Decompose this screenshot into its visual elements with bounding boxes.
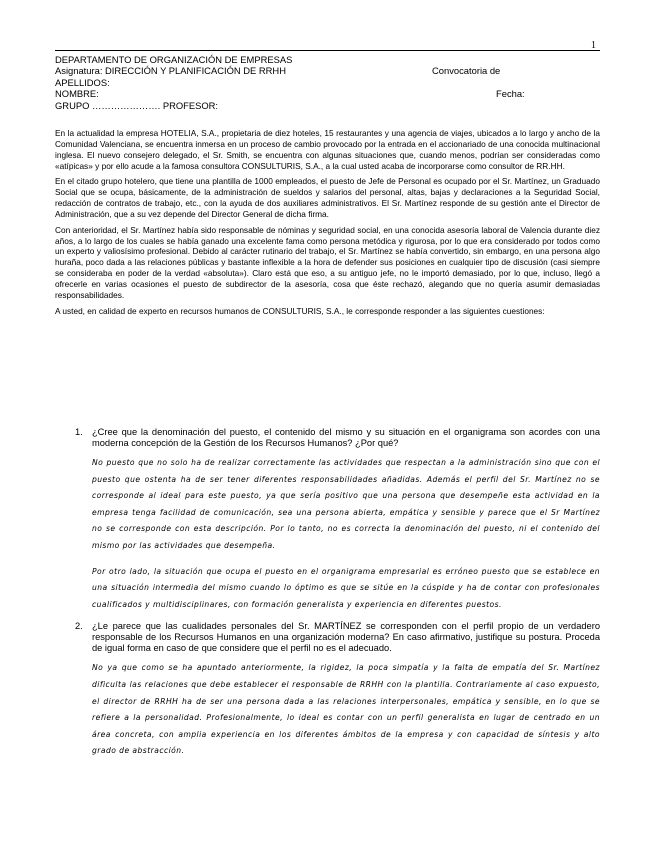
department-label: DEPARTAMENTO DE ORGANIZACIÓN DE EMPRESAS bbox=[55, 54, 293, 65]
question-list bbox=[55, 427, 600, 768]
question-item bbox=[55, 427, 600, 613]
subject-row bbox=[55, 65, 600, 76]
name-row bbox=[55, 88, 600, 99]
question-number: 2. bbox=[75, 621, 83, 632]
name-label: NOMBRE: bbox=[55, 88, 99, 100]
group-label: GRUPO …………………. PROFESOR: bbox=[55, 99, 219, 111]
surnames-row bbox=[55, 77, 600, 88]
answer-paragraph: No ya que como se ha apuntado anteriormente, la rigidez, la poca simpatía y la falta de empatía del Sr. Martínez dificulta las relaciones que debe establecer el responsable de RRHH con la plantilla. Contrariamente al caso expuesto, el director de RRHH ha de ser una persona dada a las relaciones interpersonales, empática y sensible, en lo que se refiere a la personalidad. Profesionalmente, lo ideal es contar con un perfil generalista en lugar de centrado en un área concreta, con amplia experiencia en los diferentes ámbitos de la empresa y con capacidad de síntesis y alto grado de abstracción. bbox=[92, 663, 600, 756]
question-item bbox=[55, 621, 600, 760]
answer-paragraph: No puesto que no solo ha de realizar correctamente las actividades que respectan a la administración sino que con el puesto que ostenta ha de ser tener diferentes responsabilidades añadidas. Además el perfil del Sr. Martínez no se corresponde al ideal para este puesto, ya que sería positivo que una persona que desempeñe esta actividad en la empresa tenga facilidad de comunicación, sea una persona abierta, empática y sensible y parece que el Sr Martínez no se corresponde con esta descripción. Por lo tanto, no es correcta la denominación del puesto, ni el contenido del mismo por las actividades que desempeña. bbox=[92, 458, 600, 550]
question-text: ¿Le parece que las cualidades personales del Sr. MARTÍNEZ se corresponden con el perfil propio de un verdadero responsable de los Recursos Humanos en una organización moderna? En caso afirmativo, justifique su postura. Proceda de igual forma en caso de que considere que el perfil no es el adecuado. bbox=[92, 621, 600, 654]
intro-paragraph: En la actualidad la empresa HOTELIA, S.A., propietaria de diez hoteles, 15 restaurantes y una agencia de viajes, ubicados a lo largo y ancho de la Comunidad Valenciana, se encuentra inmersa en un proceso de cambio provocado por la entrada en el accionariado de una conocida multinacional inglesa. El nuevo consejero delegado, el Sr. Smith, se encuentra con algunas situaciones que, cuando menos, podrían ser consideradas como «atípicas» y por ello acude a la famosa consultora CONSULTURIS, S.A., a la cual usted acaba de incorporarse como consultor de RR.HH. bbox=[55, 128, 600, 171]
question-text: ¿Cree que la denominación del puesto, el contenido del mismo y su situación en el organigrama son acordes con una moderna concepción de la Gestión de los Recursos Humanos? ¿Por qué? bbox=[92, 427, 600, 448]
page-number: 1 bbox=[591, 40, 596, 51]
surnames-label: APELLIDOS: bbox=[55, 76, 110, 88]
department-row bbox=[55, 54, 600, 65]
group-row bbox=[55, 100, 600, 111]
intro-paragraph: Con anterioridad, el Sr. Martínez había sido responsable de nóminas y seguridad social, en una conocida asesoría laboral de Valencia durante diez años, a lo largo de los cuales se había ganado una excelente fama como persona metódica y rigurosa, por lo que era considerado por todos como un experto y valiosísimo profesional. Debido al carácter rutinario del trabajo, el Sr. Martínez se había convertido, sin embargo, en una persona algo huraña, poco dada a las relaciones públicas y bastante inflexible a la hora de defender sus posiciones en cualquier tipo de discusión (casi siempre se consideraba en poder de la verdad «absoluta»). Claro está que eso, a su antiguo jefe, no le importó demasiado, por lo que, incluso, llegó a ofrecerle en varias ocasiones el puesto de subdirector de la asesoría, cosa que éste rechazó, alegando que no quería asumir demasiadas responsabilidades. bbox=[55, 224, 600, 300]
case-statement bbox=[55, 128, 600, 322]
answer-paragraph: Por otro lado, la situación que ocupa el puesto en el organigrama empresarial es erróneo puesto que se establece en una situación intermedia del mismo cuando lo óptimo es que se sitúe en la cúspide y ha de contar con profesionales cualificados y multidisciplinares, con formación generalista y experiencia en diferentes puestos. bbox=[92, 566, 600, 609]
intro-paragraph: A usted, en calidad de experto en recursos humanos de CONSULTURIS, S.A., le corresponde responder a las siguientes cuestiones: bbox=[55, 305, 545, 316]
convocatoria-label: Convocatoria de bbox=[432, 65, 501, 77]
subject-label: Asignatura: DIRECCIÓN Y PLANIFICACIÓN DE RRHH bbox=[55, 65, 286, 77]
exam-header bbox=[55, 50, 600, 111]
question-number: 1. bbox=[75, 427, 83, 437]
intro-paragraph: En el citado grupo hotelero, que tiene una plantilla de 1000 empleados, el puesto de Jefe de Personal es ocupado por el Sr. Martínez, un Graduado Social que se ocupa, básicamente, de la administración de sueldos y salarios del personal, altas, bajas y declaraciones a la Seguridad Social, redacción de contratos de trabajo, etc., con la ayuda de dos auxiliares administrativos. El Sr. Martínez responde de su gestión ante el Director de Administración, que a su vez depende del Director General de dicha firma. bbox=[55, 176, 600, 219]
date-label: Fecha: bbox=[496, 88, 525, 100]
